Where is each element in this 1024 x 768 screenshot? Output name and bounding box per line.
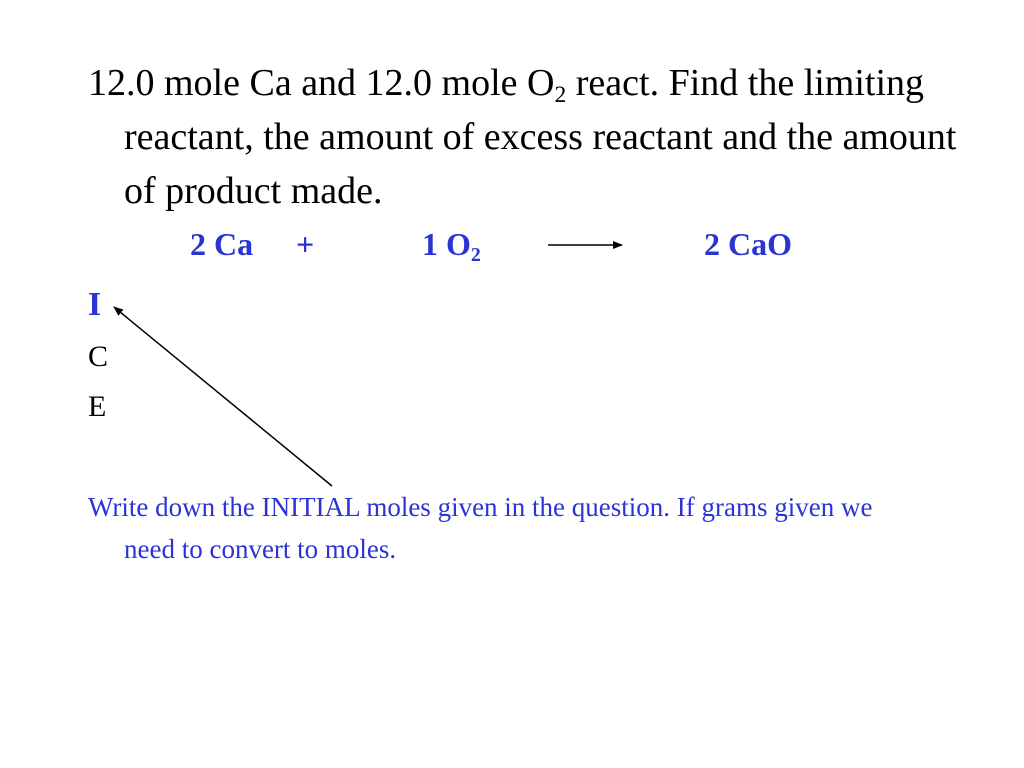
question-part1: 12.0 mole Ca and 12.0 mole O <box>88 62 555 104</box>
question-subscript: 2 <box>554 82 567 109</box>
equation-o2-base: 1 O <box>422 226 471 262</box>
ice-end-label: E <box>88 390 107 423</box>
equation-reactant-ca: 2 Ca <box>190 226 254 262</box>
equation-product-cao: 2 CaO <box>704 226 792 262</box>
ice-change-label: C <box>88 340 109 373</box>
pointer-arrow <box>114 307 332 486</box>
equation-o2-subscript: 2 <box>470 243 481 266</box>
question-part2: react. Find the limiting reactant, the amount of excess reactant and the amount of product made. <box>124 62 957 212</box>
ice-initial-label: I <box>88 286 102 323</box>
equation-plus: + <box>296 226 315 262</box>
note-text: Write down the INITIAL moles given in the question. If grams given we need to convert to moles. <box>88 492 873 564</box>
